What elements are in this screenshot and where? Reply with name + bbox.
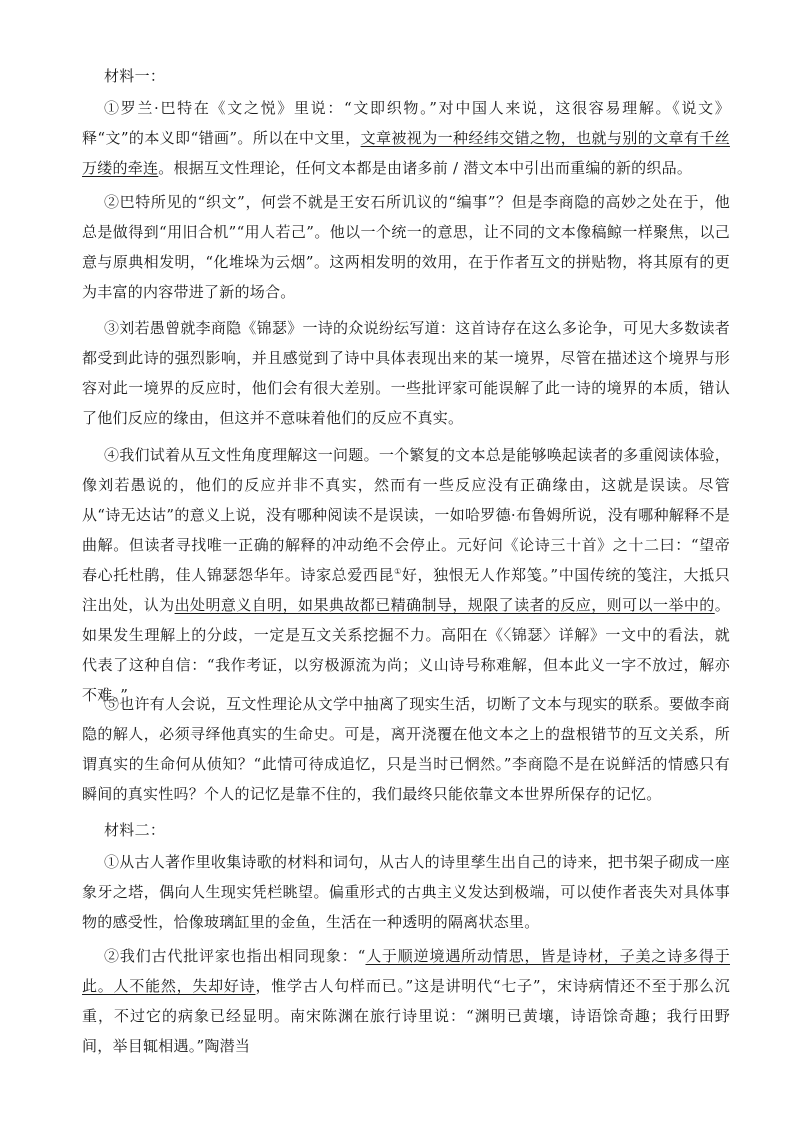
material-1-paragraph-5: ⑤也许有人会说，互文性理论从文学中抽离了现实生活，切断了文本与现实的联系。要做李商隐的解人，必须寻绎他真实的生命史。可是，离开浇覆在他文本之上的盘根错节的互文关系，所谓真实的生命何从侦知？“此情可待成追忆，只是当时已惘然。”李商隐不是在说鲜活的情感只有瞬间的真实性吗？个人的记忆是靠不住的，我们最终只能依靠文本世界所保存的记忆。: [82, 695, 730, 803]
m1p4-text-c: 。如果发生理解上的分歧，一定是互文关系挖掘不力。高阳在《〈锦瑟〉详解》一文中的看法，就代表了这种自信：“我作考证，以穷极源流为尚；义山诗号称难解，但本此义一字不放过，解亦不难。”: [82, 596, 730, 704]
material-1-heading: 材料一：: [104, 67, 166, 85]
m2p2-text-b: ，惟学古人句样而已。”这是讲明代“七子”，宋诗病情还不至于那么沉重，不过它的病象已经显明。南宋陈渊在旅行诗里说：“渊明已黄壤，诗语馀奇趣；我行田野间，举目辄相遇。”陶潜当: [82, 977, 730, 1055]
m1p1-text-b: 。根据互文性理论，任何文本都是由诸多前 / 潜文本中引出而重编的新的织品。: [158, 159, 693, 177]
material-1-paragraph-3: ③刘若愚曾就李商隐《锦瑟》一诗的众说纷纭写道：这首诗存在这么多论争，可见大多数读者都受到此诗的强烈影响，并且感觉到了诗中具体表现出来的某一境界，尽管在描述这个境界与形容对此一境界的反应时，他们会有很大差别。一些批评家可能误解了此一诗的境界的本质，错认了他们反应的缘由，但这并不意味着他们的反应不真实。: [82, 319, 730, 427]
m1p4-text-b: 好，独恨无人作郑笺。”中国传统的笺注，大抵只注出处，认为: [82, 566, 730, 614]
m1p4-underlined-text: 出处明意义自明，如果典故都已精确制导，规限了读者的反应，则可以一举中的: [174, 596, 715, 614]
m2p2-underlined-text: 人于顺逆境遇所动情思，皆是诗材，子美之诗多得于此。人不能然，失却好诗: [82, 947, 730, 995]
material-1-paragraph-4: [82, 440, 730, 710]
material-2-paragraph-1: ①从古人著作里收集诗歌的材料和词句，从古人的诗里孳生出自己的诗来，把书架子砌成一座象牙之塔，偶向人生现实凭栏眺望。偏重形式的古典主义发达到极端，可以使作者丧失对具体事物的感受性，恰像玻璃缸里的金鱼，生活在一种透明的隔离状态里。: [82, 853, 730, 931]
m1p1-underlined-text: 文章被视为一种经纬交错之物，也就与别的文章有千丝万缕的牵连: [82, 129, 730, 177]
m2p2-text-a: ②我们古代批评家也指出相同现象：“: [104, 947, 366, 965]
material-2-paragraph-2: [82, 941, 730, 1061]
m1p4-text-a: ④我们试着从互文性角度理解这一问题。一个繁复的文本总是能够唤起读者的多重阅读体验，像刘若愚说的，他们的反应并非不真实，然而有一些反应没有正确缘由，这就是误读。尽管从“诗无达诂”的意义上说，没有哪种阅读不是误读，一如哈罗德·布鲁姆所说，没有哪种解释不是曲解。但读者寻找唯一正确的解释的冲动绝不会停止。元好问《论诗三十首》之十二曰：“望帝春心托杜鹃，佳人锦瑟怨华年。诗家总爱西昆: [82, 446, 730, 584]
material-1-paragraph-1: [82, 93, 730, 183]
footnote-marker: ①: [394, 567, 402, 576]
material-2-heading: 材料二：: [104, 821, 166, 839]
m1p1-text-a: ①罗兰·巴特在《文之悦》里说：“文即织物。”对中国人来说，这很容易理解。《说文》释“文”的本义即“错画”。所以在中文里，: [82, 99, 730, 147]
material-1-paragraph-2: ②巴特所见的“织文”，何尝不就是王安石所讥议的“编事”？但是李商隐的高妙之处在于，他总是做得到“用旧合机”“用人若己”。他以一个统一的意思，让不同的文本像稿鲸一样聚焦，以己意与原典相发明，“化堆垛为云烟”。这两相发明的效用，在于作者互文的拼贴物，将其原有的更为丰富的内容带进了新的场合。: [82, 193, 730, 301]
